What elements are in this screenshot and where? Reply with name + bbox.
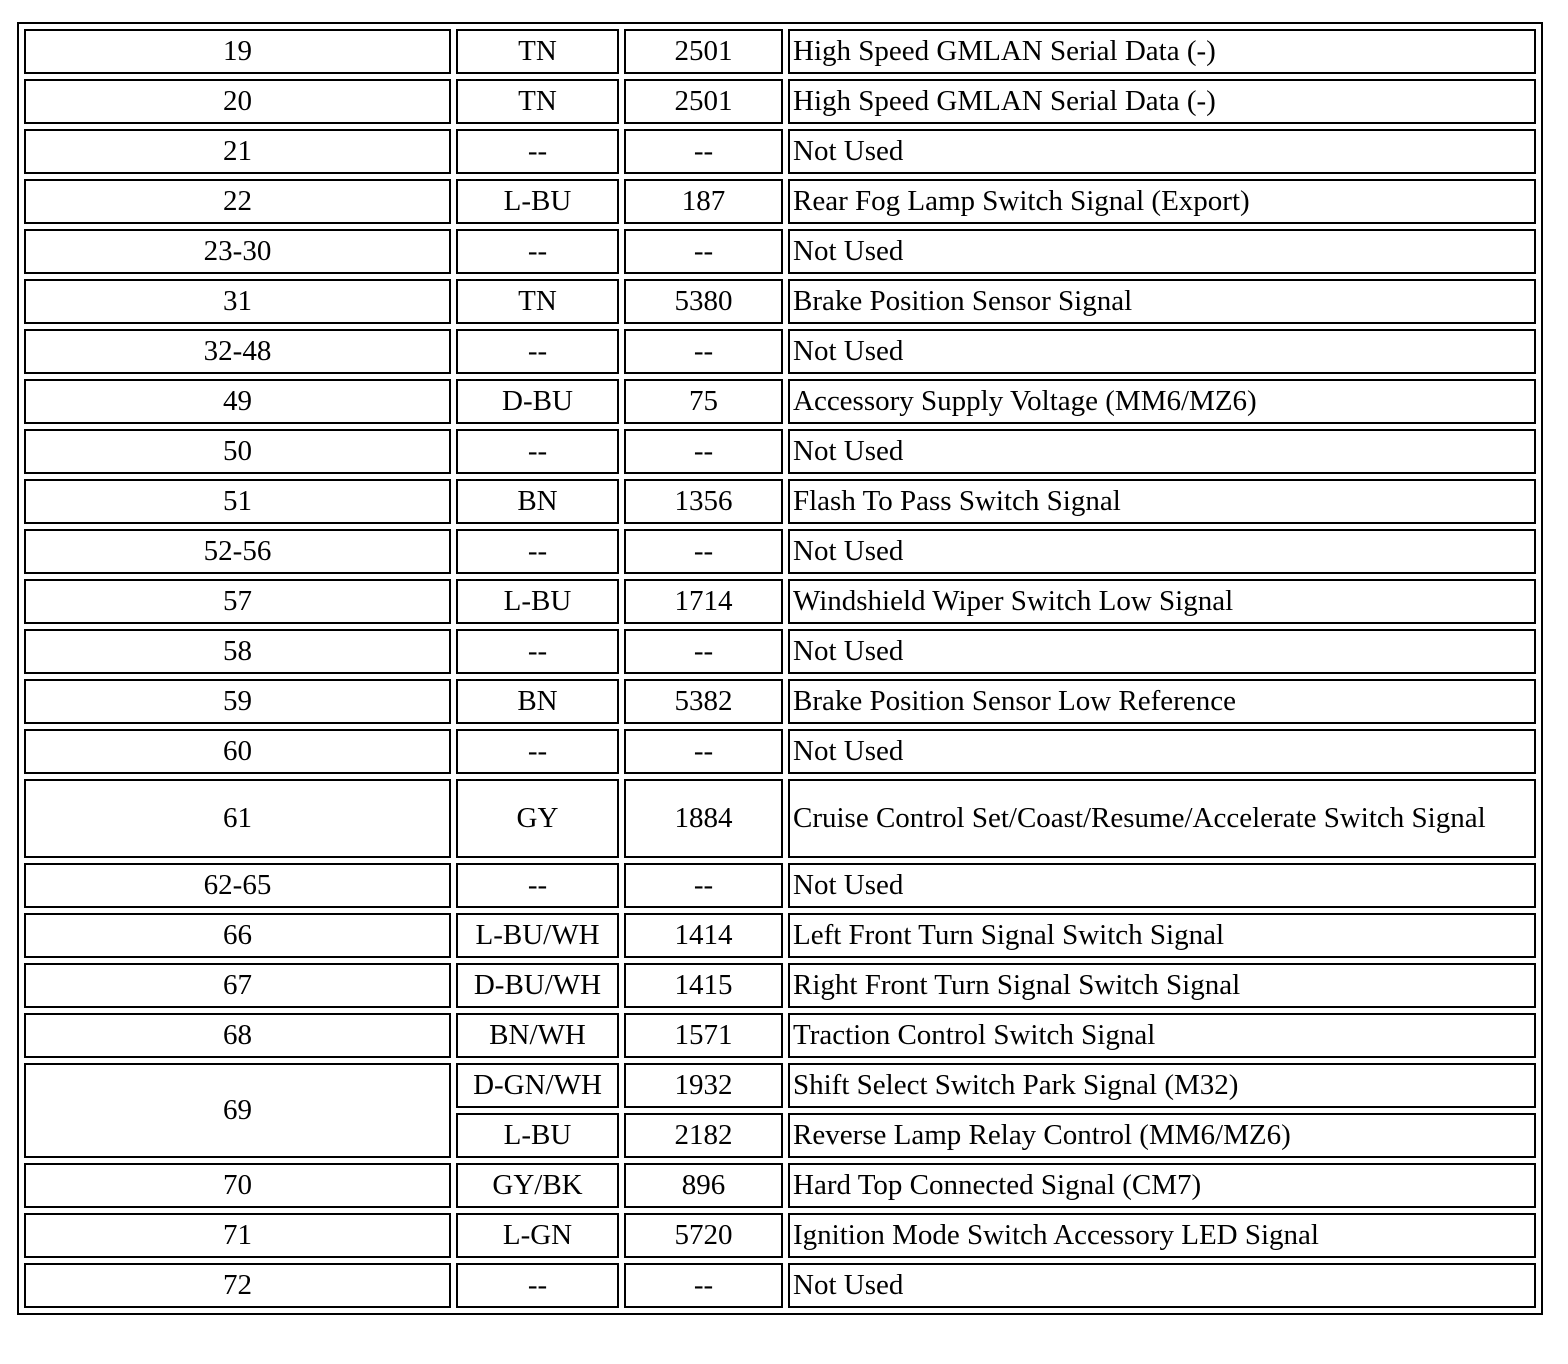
function-cell: Brake Position Sensor Low Reference bbox=[788, 679, 1536, 724]
wire-color-cell: -- bbox=[456, 1263, 619, 1308]
table-row bbox=[24, 1063, 1536, 1108]
circuit-cell: -- bbox=[624, 429, 783, 474]
pin-cell: 50 bbox=[24, 429, 451, 474]
circuit-cell: -- bbox=[624, 229, 783, 274]
function-cell: Not Used bbox=[788, 729, 1536, 774]
wire-color-cell: BN bbox=[456, 479, 619, 524]
circuit-cell: -- bbox=[624, 729, 783, 774]
function-cell: Windshield Wiper Switch Low Signal bbox=[788, 579, 1536, 624]
pin-cell: 58 bbox=[24, 629, 451, 674]
circuit-cell: -- bbox=[624, 129, 783, 174]
circuit-cell: 1356 bbox=[624, 479, 783, 524]
table-row bbox=[24, 679, 1536, 724]
pin-cell: 52-56 bbox=[24, 529, 451, 574]
wire-color-cell: TN bbox=[456, 279, 619, 324]
wire-color-cell: BN/WH bbox=[456, 1013, 619, 1058]
circuit-cell: 1932 bbox=[624, 1063, 783, 1108]
pin-cell: 23-30 bbox=[24, 229, 451, 274]
circuit-cell: 1714 bbox=[624, 579, 783, 624]
circuit-cell: 2182 bbox=[624, 1113, 783, 1158]
table-row bbox=[24, 729, 1536, 774]
table-row bbox=[24, 179, 1536, 224]
table-row bbox=[24, 29, 1536, 74]
pin-cell: 71 bbox=[24, 1213, 451, 1258]
pin-cell: 49 bbox=[24, 379, 451, 424]
table-row bbox=[24, 913, 1536, 958]
pin-cell: 72 bbox=[24, 1263, 451, 1308]
function-cell: Traction Control Switch Signal bbox=[788, 1013, 1536, 1058]
circuit-cell: -- bbox=[624, 629, 783, 674]
wire-color-cell: D-BU bbox=[456, 379, 619, 424]
function-cell: Not Used bbox=[788, 129, 1536, 174]
function-cell: Left Front Turn Signal Switch Signal bbox=[788, 913, 1536, 958]
pin-cell: 57 bbox=[24, 579, 451, 624]
table-row bbox=[24, 963, 1536, 1008]
circuit-cell: 1571 bbox=[624, 1013, 783, 1058]
pin-cell: 51 bbox=[24, 479, 451, 524]
table-row bbox=[24, 579, 1536, 624]
table-row bbox=[24, 863, 1536, 908]
pin-cell: 32-48 bbox=[24, 329, 451, 374]
pin-cell: 68 bbox=[24, 1013, 451, 1058]
table-row bbox=[24, 379, 1536, 424]
pin-cell: 60 bbox=[24, 729, 451, 774]
circuit-cell: -- bbox=[624, 863, 783, 908]
wire-color-cell: L-BU bbox=[456, 1113, 619, 1158]
wire-color-cell: TN bbox=[456, 29, 619, 74]
pin-cell: 62-65 bbox=[24, 863, 451, 908]
function-cell: Flash To Pass Switch Signal bbox=[788, 479, 1536, 524]
circuit-cell: -- bbox=[624, 529, 783, 574]
pin-cell: 21 bbox=[24, 129, 451, 174]
wire-color-cell: L-BU/WH bbox=[456, 913, 619, 958]
function-cell: Not Used bbox=[788, 229, 1536, 274]
circuit-cell: 187 bbox=[624, 179, 783, 224]
wire-color-cell: D-BU/WH bbox=[456, 963, 619, 1008]
function-cell: Shift Select Switch Park Signal (M32) bbox=[788, 1063, 1536, 1108]
function-cell: Not Used bbox=[788, 529, 1536, 574]
function-cell: Reverse Lamp Relay Control (MM6/MZ6) bbox=[788, 1113, 1536, 1158]
table-row bbox=[24, 1163, 1536, 1208]
function-cell: Hard Top Connected Signal (CM7) bbox=[788, 1163, 1536, 1208]
wire-color-cell: -- bbox=[456, 629, 619, 674]
wire-color-cell: -- bbox=[456, 229, 619, 274]
function-cell: Not Used bbox=[788, 629, 1536, 674]
wire-color-cell: L-BU bbox=[456, 579, 619, 624]
circuit-cell: -- bbox=[624, 1263, 783, 1308]
table-row bbox=[24, 779, 1536, 858]
table-row bbox=[24, 1263, 1536, 1308]
circuit-cell: 75 bbox=[624, 379, 783, 424]
wire-color-cell: -- bbox=[456, 429, 619, 474]
function-cell: Not Used bbox=[788, 329, 1536, 374]
wire-color-cell: -- bbox=[456, 863, 619, 908]
wire-color-cell: BN bbox=[456, 679, 619, 724]
table-body bbox=[24, 29, 1536, 1308]
circuit-cell: -- bbox=[624, 329, 783, 374]
circuit-cell: 5380 bbox=[624, 279, 783, 324]
pin-cell: 61 bbox=[24, 779, 451, 858]
circuit-cell: 2501 bbox=[624, 29, 783, 74]
circuit-cell: 896 bbox=[624, 1163, 783, 1208]
function-cell: Not Used bbox=[788, 1263, 1536, 1308]
wire-color-cell: -- bbox=[456, 129, 619, 174]
table-row bbox=[24, 1013, 1536, 1058]
table-row bbox=[24, 429, 1536, 474]
table-row bbox=[24, 279, 1536, 324]
function-cell: Ignition Mode Switch Accessory LED Signal bbox=[788, 1213, 1536, 1258]
function-cell: Not Used bbox=[788, 429, 1536, 474]
pin-cell: 19 bbox=[24, 29, 451, 74]
circuit-cell: 1414 bbox=[624, 913, 783, 958]
pin-cell: 20 bbox=[24, 79, 451, 124]
circuit-cell: 2501 bbox=[624, 79, 783, 124]
circuit-cell: 5720 bbox=[624, 1213, 783, 1258]
table-row bbox=[24, 229, 1536, 274]
circuit-cell: 1415 bbox=[624, 963, 783, 1008]
table-row bbox=[24, 479, 1536, 524]
table-row bbox=[24, 79, 1536, 124]
pin-cell: 69 bbox=[24, 1063, 451, 1158]
function-cell: Rear Fog Lamp Switch Signal (Export) bbox=[788, 179, 1536, 224]
pin-cell: 31 bbox=[24, 279, 451, 324]
function-cell: Right Front Turn Signal Switch Signal bbox=[788, 963, 1536, 1008]
function-cell: Brake Position Sensor Signal bbox=[788, 279, 1536, 324]
circuit-cell: 5382 bbox=[624, 679, 783, 724]
pin-cell: 66 bbox=[24, 913, 451, 958]
table-row bbox=[24, 529, 1536, 574]
pin-cell: 70 bbox=[24, 1163, 451, 1208]
wire-color-cell: D-GN/WH bbox=[456, 1063, 619, 1108]
function-cell: Not Used bbox=[788, 863, 1536, 908]
table-row bbox=[24, 129, 1536, 174]
wire-color-cell: L-BU bbox=[456, 179, 619, 224]
function-cell: Cruise Control Set/Coast/Resume/Accelerate Switch Signal bbox=[788, 779, 1536, 858]
wire-color-cell: -- bbox=[456, 529, 619, 574]
pin-cell: 67 bbox=[24, 963, 451, 1008]
function-cell: Accessory Supply Voltage (MM6/MZ6) bbox=[788, 379, 1536, 424]
function-cell: High Speed GMLAN Serial Data (-) bbox=[788, 29, 1536, 74]
wire-color-cell: L-GN bbox=[456, 1213, 619, 1258]
wire-color-cell: GY/BK bbox=[456, 1163, 619, 1208]
table-row bbox=[24, 329, 1536, 374]
pin-cell: 22 bbox=[24, 179, 451, 224]
table-row bbox=[24, 629, 1536, 674]
wire-color-cell: GY bbox=[456, 779, 619, 858]
circuit-cell: 1884 bbox=[624, 779, 783, 858]
connector-pinout-table bbox=[17, 22, 1543, 1315]
pin-cell: 59 bbox=[24, 679, 451, 724]
wire-color-cell: -- bbox=[456, 729, 619, 774]
wire-color-cell: -- bbox=[456, 329, 619, 374]
function-cell: High Speed GMLAN Serial Data (-) bbox=[788, 79, 1536, 124]
wire-color-cell: TN bbox=[456, 79, 619, 124]
table-row bbox=[24, 1213, 1536, 1258]
